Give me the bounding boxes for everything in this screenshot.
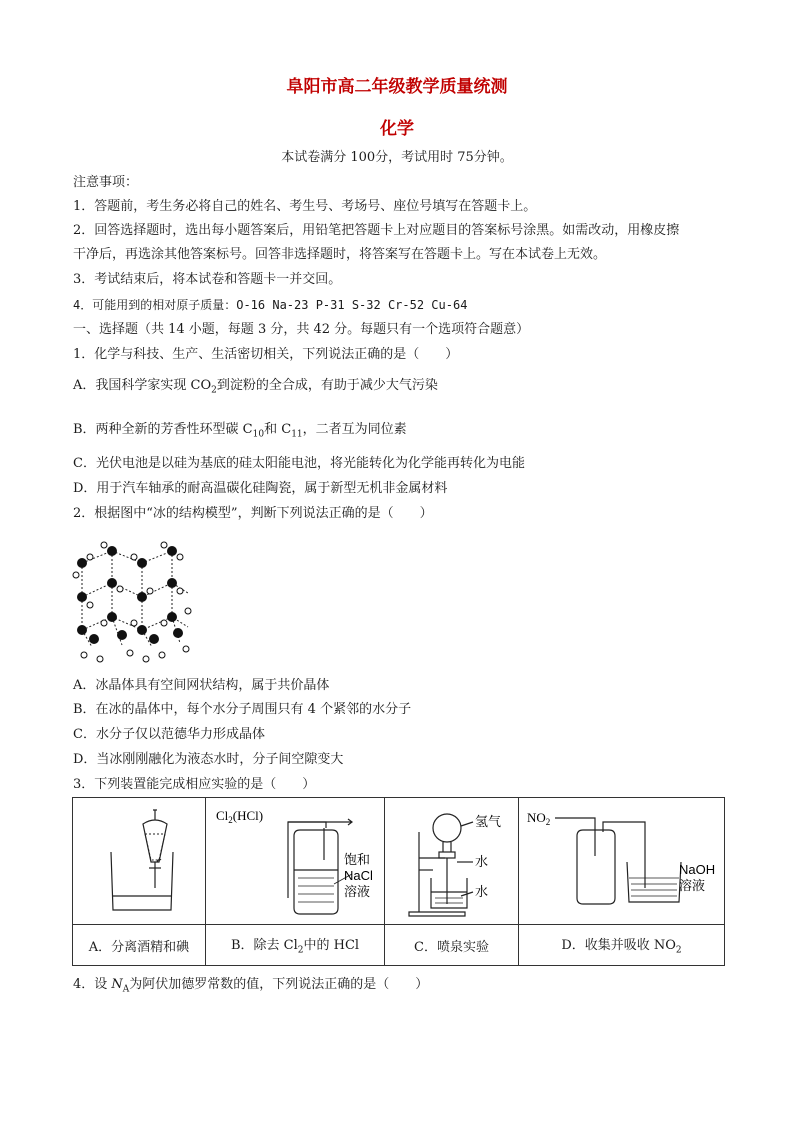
fig-d-label-2: 溶液 bbox=[679, 879, 706, 894]
note-item-1: 1．答题前，考生务必将自己的姓名、考生号、考场号、座位号填写在答题卡上。 bbox=[73, 199, 537, 214]
fig-c-label-water-1: 水 bbox=[475, 855, 489, 870]
section-heading: 一、选择题（共 14 小题，每题 3 分，共 42 分。每题只有一个选项符合题意） bbox=[73, 322, 530, 337]
exam-title: 阜阳市高二年级教学质量统测 bbox=[286, 77, 508, 97]
q2-option-b: B．在冰的晶体中，每个水分子周围只有 4 个紧邻的水分子 bbox=[73, 702, 412, 717]
exam-info: 本试卷满分 100分，考试用时 75分钟。 bbox=[281, 150, 513, 165]
q2-option-a: A．冰晶体具有空间网状结构，属于共价晶体 bbox=[73, 678, 330, 693]
q1-a-text-post: 到淀粉的全合成，有助于减少大气污染 bbox=[216, 378, 438, 393]
note-item-3: 3．考试结束后，将本试卷和答题卡一并交回。 bbox=[73, 272, 342, 287]
gas-washing-bottle-figure bbox=[206, 798, 384, 924]
fig-d-gas-label: $NO_2$ bbox=[527, 810, 551, 827]
q3-stem: 3．下列装置能完成相应实验的是（ ） bbox=[73, 777, 316, 792]
q1-option-d: D．用于汽车轴承的耐高温碳化硅陶瓷，属于新型无机非金属材料 bbox=[73, 481, 448, 496]
apparatus-b-caption: B．除去 $Cl_2$中的 HCl bbox=[206, 925, 385, 966]
q1-b-text-post: ，二者互为同位素 bbox=[302, 422, 407, 437]
separatory-funnel-figure bbox=[73, 798, 205, 924]
apparatus-b-cell bbox=[206, 798, 385, 925]
q1-a-text-pre: A．我国科学家实现 CO bbox=[73, 378, 212, 393]
q4-na-symbol: N bbox=[111, 977, 123, 992]
q4-text-pre: 4．设 bbox=[73, 977, 112, 992]
fig-c-label-water-2: 水 bbox=[475, 885, 489, 900]
apparatus-a-caption: A．分离酒精和碘 bbox=[73, 925, 206, 966]
fig-c-label-hydrogen: 氢气 bbox=[475, 815, 502, 830]
q1-option-a bbox=[73, 378, 438, 399]
q4-stem bbox=[73, 977, 428, 998]
q1-option-c: C．光伏电池是以硅为基底的硅太阳能电池，将光能转化为化学能再转化为电能 bbox=[73, 456, 525, 471]
q4-na-sub: A bbox=[122, 984, 130, 995]
q1-option-b bbox=[73, 422, 407, 443]
q2-stem: 2．根据图中“冰的结构模型”，判断下列说法正确的是（ ） bbox=[73, 506, 433, 521]
q1-a-sub: 2 bbox=[211, 385, 217, 396]
q1-stem: 1．化学与科技、生产、生活密切相关，下列说法正确的是（ ） bbox=[73, 347, 459, 362]
q1-b-sub2: 11 bbox=[291, 429, 303, 440]
note-item-2-cont: 干净后，再选涂其他答案标号。回答非选择题时，将答案写在答题卡上。写在本试卷上无效。 bbox=[73, 247, 607, 262]
apparatus-d-cell bbox=[519, 798, 725, 925]
q1-b-sub1: 10 bbox=[252, 429, 265, 440]
q3-apparatus-table bbox=[72, 797, 725, 966]
fig-b-gas-label: $Cl_2(HCl)$ bbox=[216, 808, 264, 825]
q2-option-c: C．水分子仅以范德华力形成晶体 bbox=[73, 727, 265, 742]
ice-structure-figure bbox=[70, 535, 200, 670]
fig-d-label-1: NaOH bbox=[679, 862, 716, 877]
q2-option-d: D．当冰刚刚融化为液态水时，分子间空隙变大 bbox=[73, 752, 344, 767]
apparatus-c-cell bbox=[385, 798, 519, 925]
apparatus-a-cell bbox=[73, 798, 206, 925]
q1-b-text-mid: 和 C bbox=[264, 422, 292, 437]
fig-b-label-2: NaCl bbox=[344, 868, 373, 883]
apparatus-c-caption: C．喷泉实验 bbox=[385, 925, 519, 966]
fountain-experiment-figure bbox=[385, 798, 518, 924]
q1-b-text-pre: B．两种全新的芳香性环型碳 C bbox=[73, 422, 253, 437]
fig-b-label-3: 溶液 bbox=[344, 885, 371, 900]
note-item-4: 4．可能用到的相对原子质量：O-16 Na-23 P-31 S-32 Cr-52 Cu-64 bbox=[73, 298, 468, 312]
q4-text-post: 为阿伏加德罗常数的值，下列说法正确的是（ ） bbox=[129, 977, 429, 992]
subject-title: 化学 bbox=[380, 119, 414, 139]
note-item-2: 2．回答选择题时，选出每小题答案后，用铅笔把答题卡上对应题目的答案标号涂黑。如需改动，用橡皮擦 bbox=[73, 223, 680, 238]
no2-collection-figure bbox=[519, 798, 724, 924]
fig-b-label-1: 饱和 bbox=[344, 853, 371, 868]
notes-heading: 注意事项： bbox=[73, 175, 139, 190]
apparatus-d-caption: D．收集并吸收 $NO_2$ bbox=[519, 925, 725, 966]
